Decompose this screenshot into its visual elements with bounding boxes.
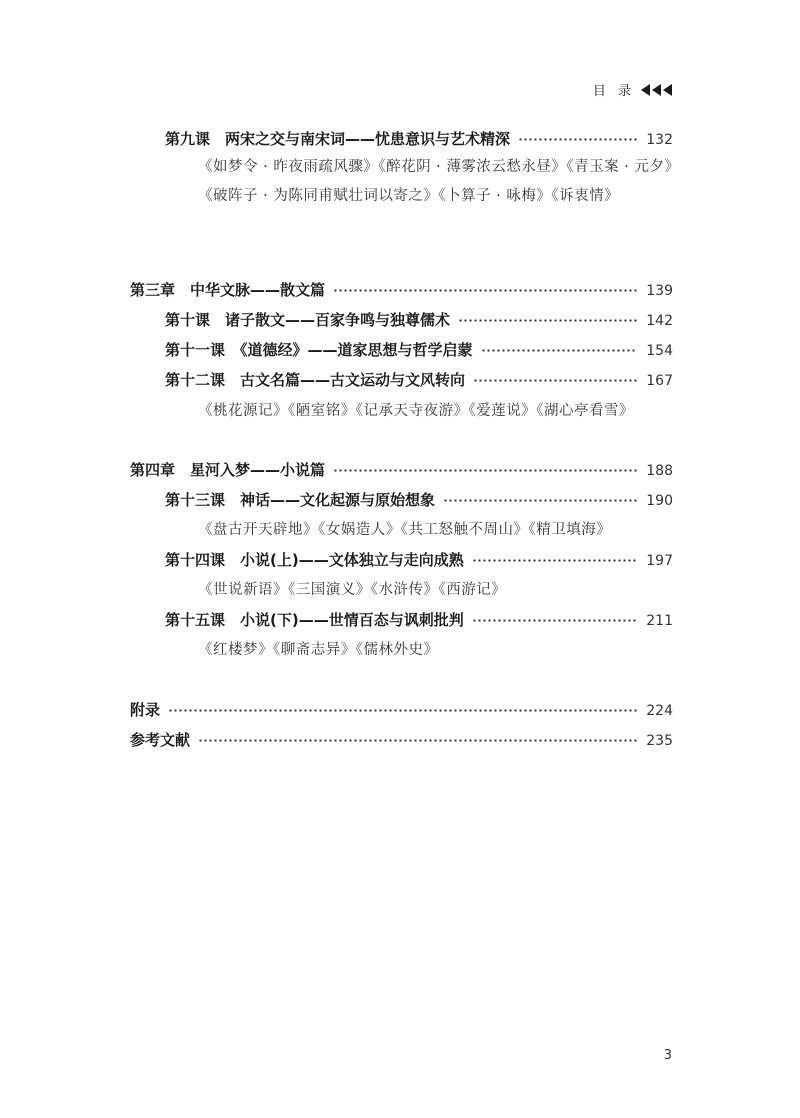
entry-page: 188 — [646, 463, 673, 479]
works-list-lesson-14: 《世说新语》《三国演义》《水浒传》《西游记》 — [198, 582, 507, 598]
dot-leader — [333, 289, 637, 292]
dot-leader — [168, 709, 637, 712]
page-number: 3 — [663, 1048, 672, 1063]
toc-entry-lesson-12[interactable] — [165, 369, 673, 391]
toc-entry-chapter-4[interactable] — [130, 459, 673, 481]
entry-page: 132 — [646, 132, 673, 148]
dot-leader — [458, 319, 637, 322]
entry-page: 142 — [646, 313, 673, 329]
dot-leader — [443, 499, 637, 502]
entry-title: 第十二课 古文名篇——古文运动与文风转向 — [165, 371, 466, 389]
running-head-text: 目 录 — [592, 84, 635, 99]
entry-title: 第十一课 《道德经》——道家思想与哲学启蒙 — [165, 341, 473, 359]
entry-page: 197 — [646, 553, 673, 569]
entry-page: 154 — [646, 343, 673, 359]
toc-entry-references[interactable] — [130, 729, 673, 751]
works-list-lesson-13: 《盘古开天辟地》《女娲造人》《共工怒触不周山》《精卫填海》 — [198, 522, 612, 538]
toc-entry-lesson-10[interactable] — [165, 309, 673, 331]
entry-title: 第十课 诸子散文——百家争鸣与独尊儒术 — [165, 311, 451, 329]
entry-title: 第四章 星河入梦——小说篇 — [130, 461, 326, 479]
triangle-markers-icon — [639, 84, 672, 96]
toc-entry-lesson-9[interactable] — [165, 128, 673, 150]
dot-leader — [518, 138, 637, 141]
toc-entry-lesson-15[interactable] — [165, 609, 673, 631]
dot-leader — [473, 379, 637, 382]
toc-entry-lesson-14[interactable] — [165, 549, 673, 571]
toc-entry-lesson-13[interactable] — [165, 489, 673, 511]
dot-leader — [481, 349, 637, 352]
dot-leader — [472, 619, 637, 622]
entry-page: 211 — [646, 613, 673, 629]
entry-title: 第三章 中华文脉——散文篇 — [130, 281, 326, 299]
dot-leader — [198, 739, 637, 742]
entry-page: 224 — [646, 703, 673, 719]
toc-entry-appendix[interactable] — [130, 699, 673, 721]
works-list-lesson-15: 《红楼梦》《聊斋志异》《儒林外史》 — [198, 642, 439, 658]
entry-page: 235 — [646, 733, 673, 749]
entry-title: 第九课 两宋之交与南宋词——忧患意识与艺术精深 — [165, 130, 511, 148]
dot-leader — [333, 469, 637, 472]
entry-page: 139 — [646, 283, 673, 299]
toc-entry-lesson-11[interactable] — [165, 339, 673, 361]
entry-title: 参考文献 — [130, 731, 191, 749]
entry-page: 190 — [646, 493, 673, 509]
toc-entry-chapter-3[interactable] — [130, 279, 673, 301]
works-list-lesson-9: 《如梦令 · 昨夜雨疏风骤》《醉花阴 · 薄雾浓云愁永昼》《青玉案 · 元夕》《破阵子 · 为陈同甫赋壮词以寄之》《卜算子 · 咏梅》《诉衷情》 — [198, 159, 673, 204]
entry-title: 第十四课 小说(上)——文体独立与走向成熟 — [165, 551, 464, 569]
works-list-lesson-12: 《桃花源记》《陋室铭》《记承天寺夜游》《爱莲说》《湖心亭看雪》 — [198, 403, 634, 419]
entry-title: 第十三课 神话——文化起源与原始想象 — [165, 491, 436, 509]
dot-leader — [472, 559, 637, 562]
entry-title: 第十五课 小说(下)——世情百态与讽刺批判 — [165, 611, 464, 629]
entry-title: 附录 — [130, 701, 161, 719]
running-head — [593, 80, 672, 99]
entry-page: 167 — [646, 373, 673, 389]
